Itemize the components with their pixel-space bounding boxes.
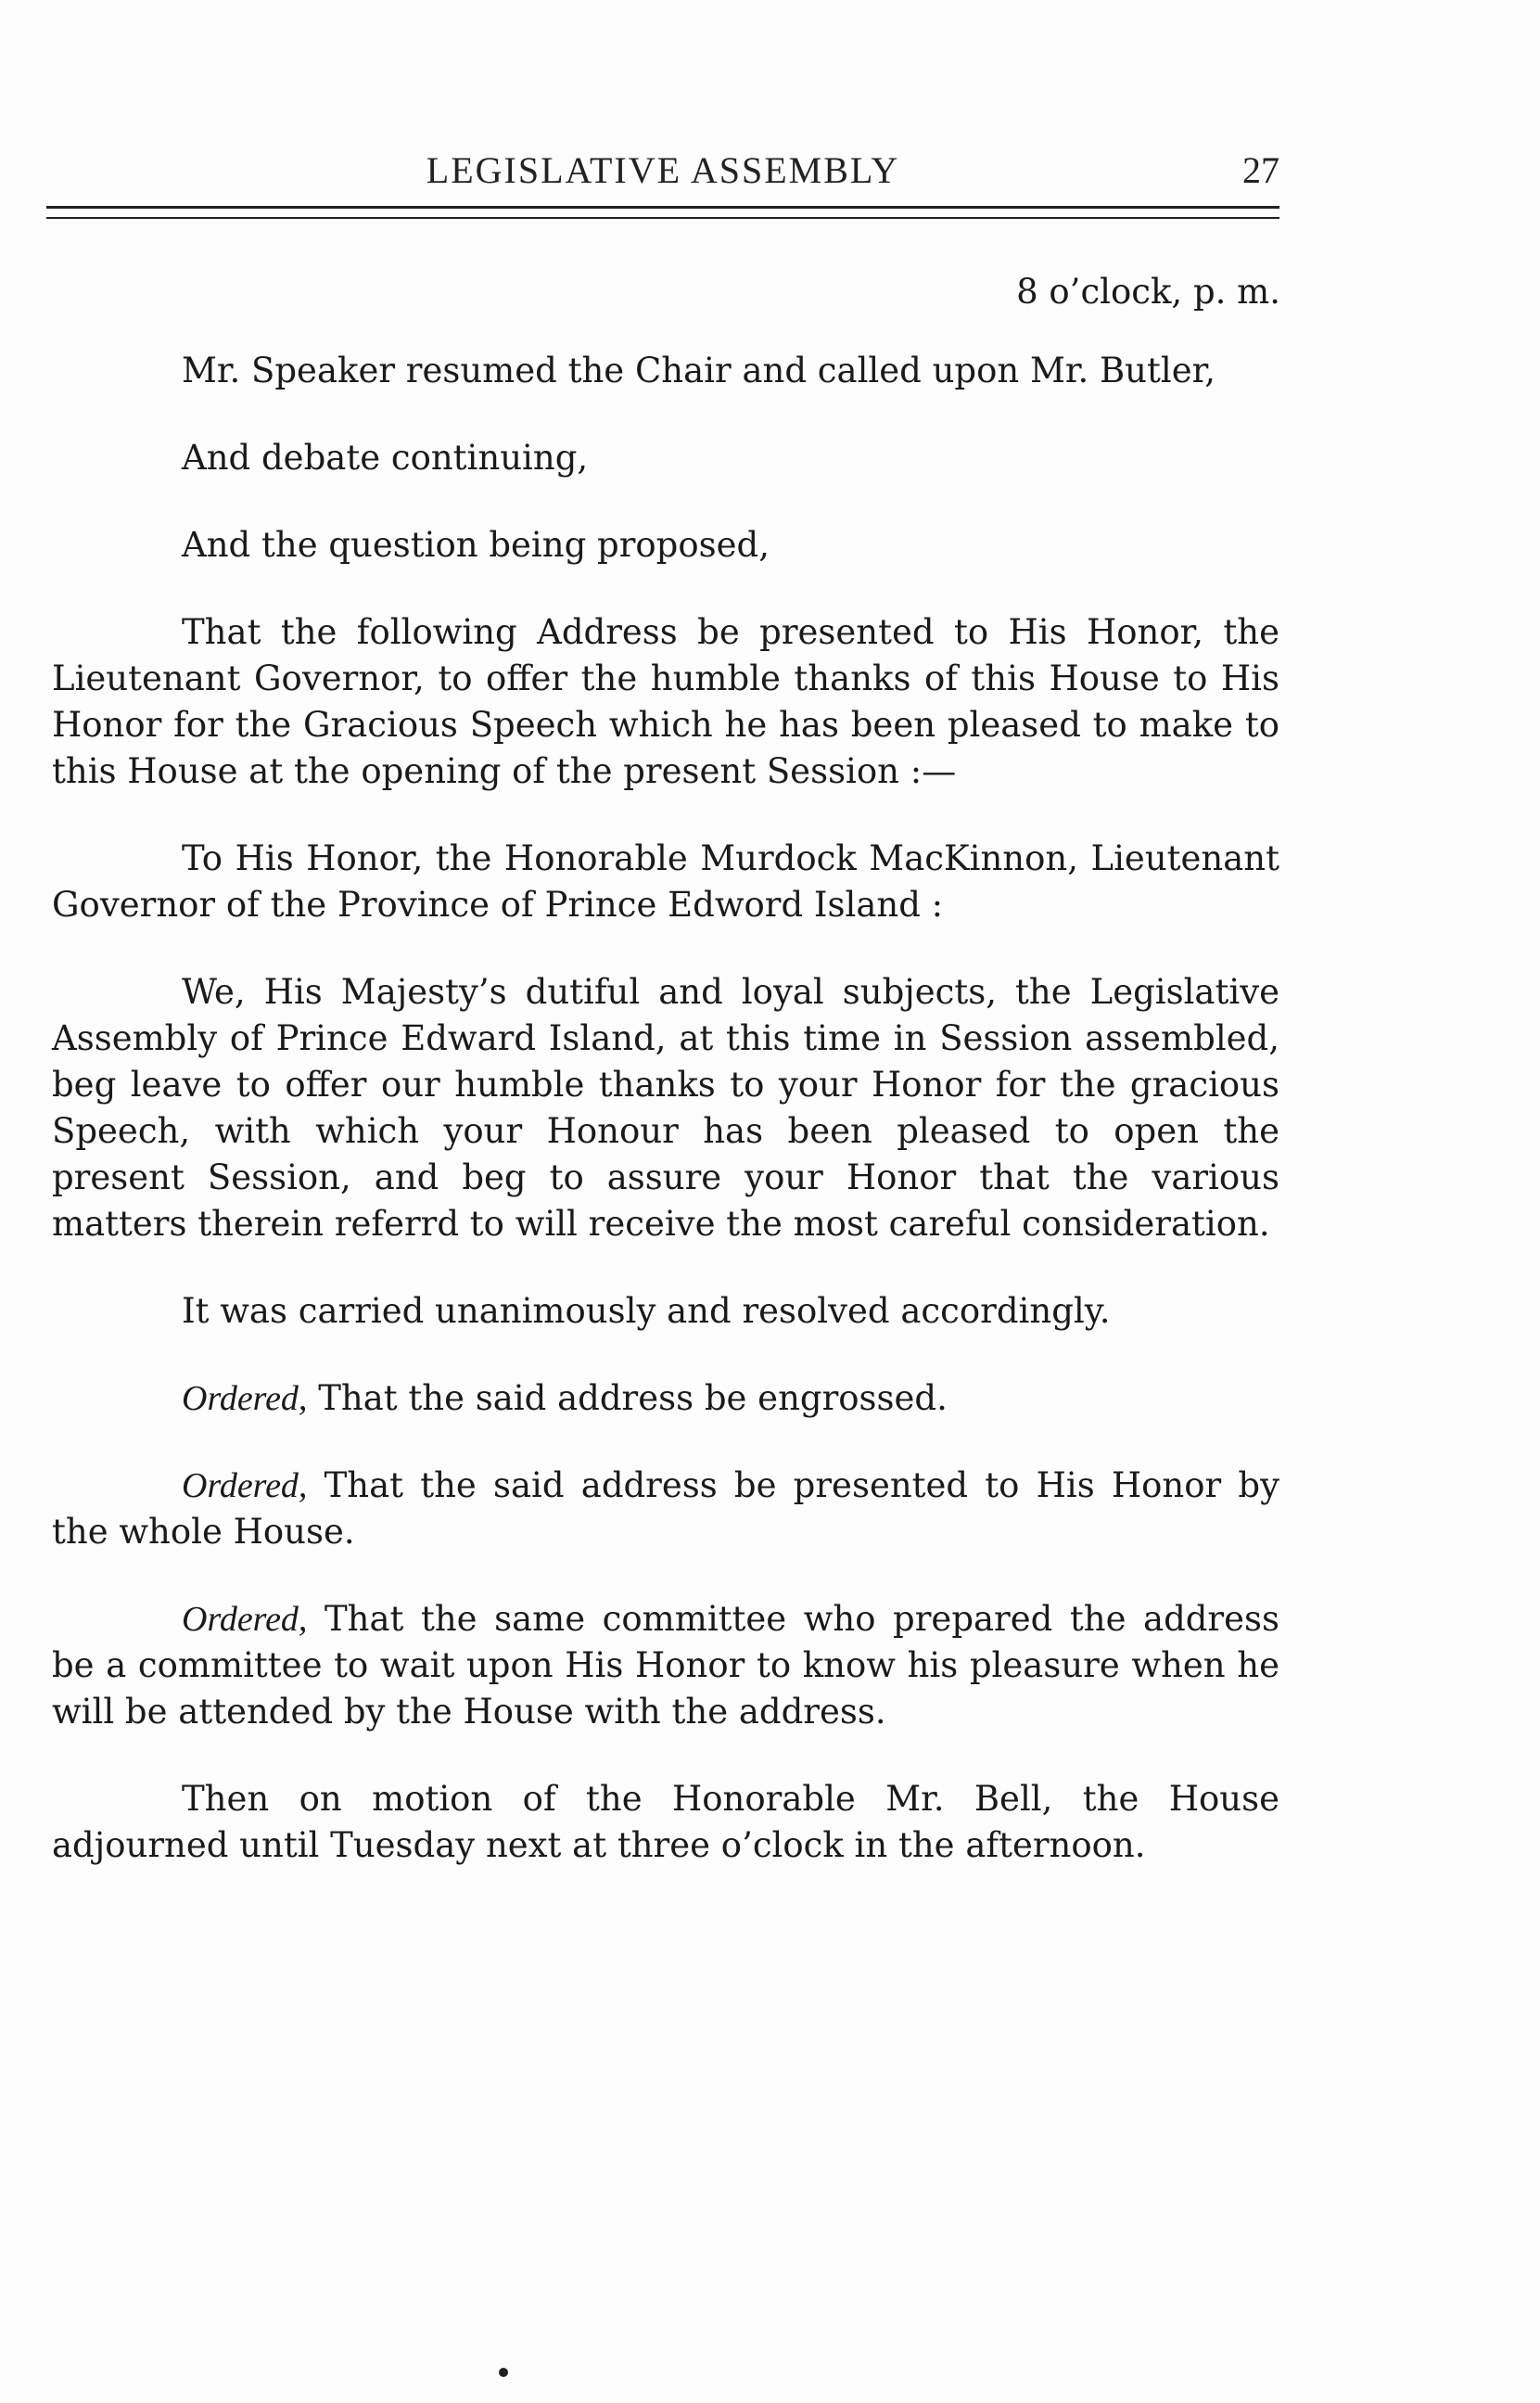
header-rule-top [46, 206, 1279, 209]
header-title: LEGISLATIVE ASSEMBLY [426, 149, 900, 191]
body-text [52, 348, 1279, 1910]
paragraph-speaker-resumed: Mr. Speaker resumed the Chair and called upon Mr. Butler, [182, 351, 1215, 390]
page-number: 27 [1242, 149, 1279, 191]
paragraph-adjourned: Then on motion of the Honorable Mr. Bell, the House adjourned until Tuesday next at three o’clock in the afternoon. [52, 1779, 1279, 1865]
ordered-text: That the said address be engrossed. [307, 1378, 948, 1418]
paragraph-debate-continuing: And debate continuing, [182, 438, 589, 478]
running-header [46, 148, 1279, 195]
paragraph-carried: It was carried unanimously and resolved accordingly. [182, 1291, 1111, 1331]
header-rule-bottom [46, 217, 1279, 219]
paragraph-question-proposed: And the question being proposed, [182, 525, 770, 565]
paragraph-address-body: We, His Majesty’s dutiful and loyal subjects, the Legislative Assembly of Prince Edward Island, at this time in Session assembled, beg leave to offer our humble thanks to your Honor for the gracious Speech, with which your Honour has been pleased to open the present Session, and beg to assure your Honor that the various matters therein referrd to will receive the most careful consideration. [52, 972, 1279, 1244]
ordered-text: That the same committee who prepared the address be a committee to wait upon His Honor to know his pleasure when he will be attended by the House with the address. [52, 1599, 1279, 1732]
paragraph-ordered-committee [52, 1596, 1279, 1735]
ordered-text: That the said address be presented to His Honor by the whole House. [52, 1465, 1279, 1552]
ordered-label: Ordered, [182, 1379, 308, 1418]
ordered-label: Ordered, [182, 1466, 308, 1505]
paragraph-ordered-engrossed [52, 1375, 1279, 1422]
paragraph-address-salutation: To His Honor, the Honorable Murdock MacKinnon, Lieutenant Governor of the Province of Prince Edword Island : [52, 838, 1279, 925]
ordered-label: Ordered, [182, 1600, 308, 1639]
paragraph-ordered-presented [52, 1463, 1279, 1555]
print-dot-mark [499, 2368, 508, 2377]
time-stamp: 8 o’clock, p. m. [1016, 272, 1280, 312]
paragraph-address-motion: That the following Address be presented to His Honor, the Lieutenant Governor, to offer the humble thanks of this House to His Honor for the Gracious Speech which he has been pleased to make to this House at the opening of the present Session :— [52, 612, 1279, 791]
